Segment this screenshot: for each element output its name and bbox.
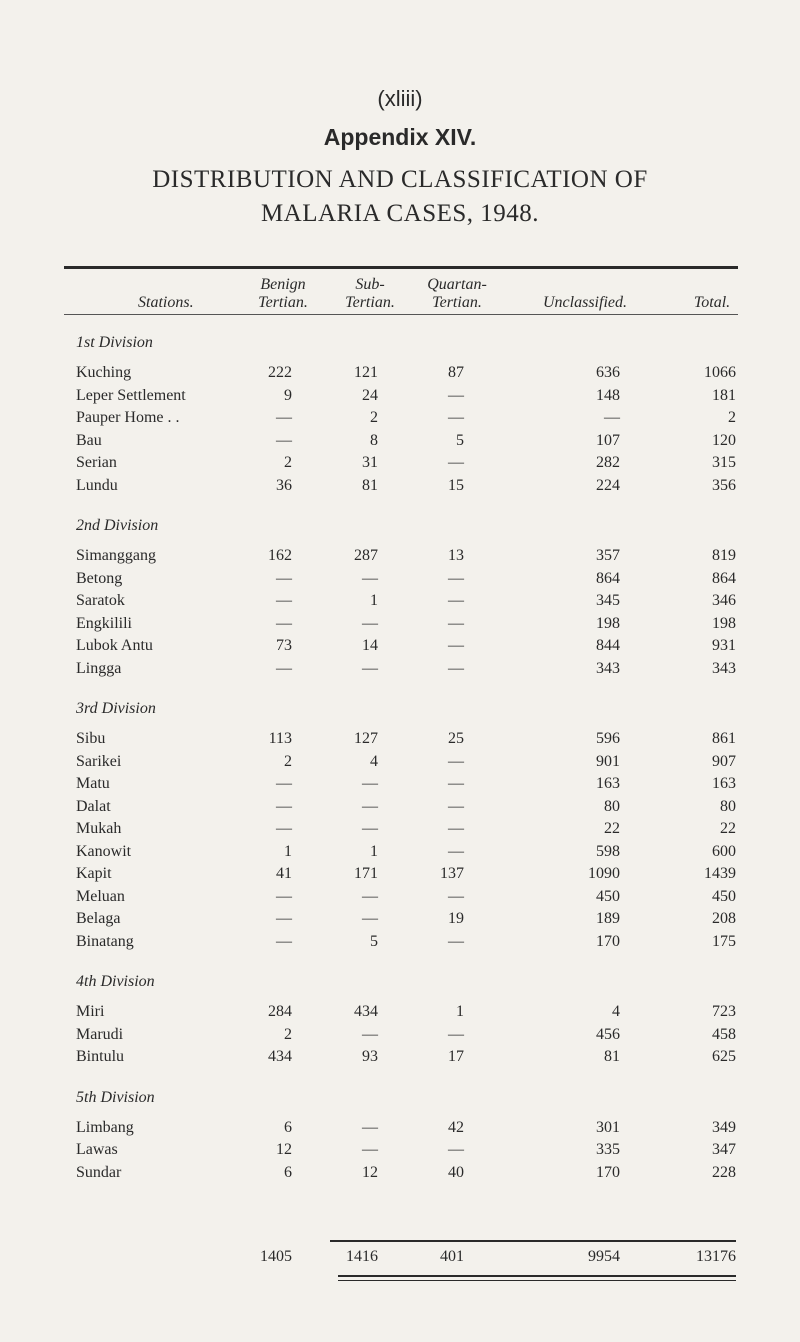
cell-benign-tertian: —	[276, 614, 292, 632]
cell-total: 861	[712, 730, 736, 747]
station-name: Miri	[76, 1003, 105, 1020]
cell-benign-tertian: 6	[284, 1163, 292, 1181]
cell-total: 2	[728, 409, 736, 426]
cell-total: 864	[712, 569, 736, 587]
station-name: Kapit	[76, 865, 112, 882]
cell-unclassified: 456	[596, 1025, 620, 1043]
cell-total: 723	[712, 1003, 736, 1020]
station-name: Sarikei	[76, 752, 122, 770]
cell-unclassified: 282	[596, 454, 620, 471]
cell-total: 356	[712, 476, 736, 494]
cell-benign-tertian: 1	[284, 842, 292, 860]
cell-benign-tertian: —	[276, 910, 292, 927]
cell-unclassified: 636	[596, 364, 620, 381]
cell-unclassified: —	[604, 409, 620, 426]
cell-quartan-tertian: 25	[448, 730, 464, 747]
cell-unclassified: 844	[596, 637, 620, 654]
cell-sub-tertian: 171	[354, 865, 378, 882]
double-rule-top	[338, 1275, 736, 1277]
division-heading: 4th Division	[76, 973, 155, 990]
table-row	[0, 775, 800, 797]
cell-sub-tertian: 121	[354, 364, 378, 381]
cell-benign-tertian: 12	[276, 1141, 292, 1158]
cell-total: 347	[712, 1141, 736, 1158]
table-row	[0, 910, 800, 932]
station-name: Meluan	[76, 887, 125, 905]
cell-unclassified: 1090	[588, 865, 620, 882]
cell-total: 343	[712, 659, 736, 677]
station-name: Saratok	[76, 592, 125, 609]
cell-sub-tertian: —	[362, 797, 378, 815]
cell-quartan-tertian: 42	[448, 1118, 464, 1136]
cell-total: 175	[712, 932, 736, 950]
cell-unclassified: 81	[604, 1048, 620, 1065]
cell-sub-tertian: —	[362, 659, 378, 677]
station-name: Bintulu	[76, 1048, 125, 1065]
cell-benign-tertian: —	[276, 775, 292, 792]
cell-benign-tertian: 41	[276, 865, 292, 882]
station-name: Sibu	[76, 730, 106, 747]
table-row	[0, 364, 800, 386]
station-name: Bau	[76, 431, 102, 449]
table-row	[0, 615, 800, 637]
cell-quartan-tertian: —	[448, 752, 464, 770]
cell-total: 198	[712, 614, 736, 632]
table-row	[0, 454, 800, 476]
cell-sub-tertian: —	[362, 1118, 378, 1136]
cell-quartan-tertian: 1	[456, 1003, 464, 1020]
station-name: Serian	[76, 454, 117, 471]
table-row	[0, 843, 800, 865]
cell-benign-tertian: —	[276, 887, 292, 905]
cell-unclassified: 80	[604, 797, 620, 815]
cell-benign-tertian: —	[276, 409, 292, 426]
table-row	[0, 1003, 800, 1025]
cell-unclassified: 189	[596, 910, 620, 927]
cell-quartan-tertian: —	[448, 932, 464, 950]
cell-total: 315	[712, 454, 736, 471]
cell-total: 907	[712, 752, 736, 770]
cell-unclassified: 148	[596, 386, 620, 404]
cell-total: 931	[712, 637, 736, 654]
cell-quartan-tertian: —	[448, 409, 464, 426]
station-name: Engkilili	[76, 614, 132, 632]
cell-quartan-tertian: 17	[448, 1048, 464, 1065]
cell-total: 819	[712, 547, 736, 564]
station-name: Lawas	[76, 1141, 118, 1158]
header-stations: Stations.	[138, 294, 194, 311]
top-rule	[64, 266, 738, 269]
cell-quartan-tertian: 5	[456, 431, 464, 449]
cell-sub-tertian: —	[362, 1141, 378, 1158]
station-name: Lubok Antu	[76, 637, 153, 654]
cell-quartan-tertian: 137	[440, 865, 464, 882]
cell-unclassified: 596	[596, 730, 620, 747]
cell-sub-tertian: 24	[362, 386, 378, 404]
total-unclassified: 9954	[588, 1248, 620, 1265]
station-name: Lundu	[76, 476, 118, 494]
cell-quartan-tertian: —	[448, 592, 464, 609]
cell-sub-tertian: 12	[362, 1163, 378, 1181]
cell-total: 450	[712, 887, 736, 905]
cell-benign-tertian: —	[276, 569, 292, 587]
cell-sub-tertian: 434	[354, 1003, 378, 1020]
cell-unclassified: 450	[596, 887, 620, 905]
station-name: Kuching	[76, 364, 132, 381]
cell-sub-tertian: 2	[370, 409, 378, 426]
cell-benign-tertian: —	[276, 431, 292, 449]
division-heading: 2nd Division	[76, 517, 159, 534]
cell-quartan-tertian: —	[448, 1025, 464, 1043]
cell-sub-tertian: 1	[370, 842, 378, 860]
totals-rule	[330, 1240, 736, 1242]
cell-benign-tertian: —	[276, 820, 292, 837]
cell-benign-tertian: 9	[284, 386, 292, 404]
station-name: Limbang	[76, 1118, 134, 1136]
cell-benign-tertian: —	[276, 797, 292, 815]
double-rule-bottom	[338, 1280, 736, 1281]
cell-quartan-tertian: —	[448, 386, 464, 404]
table-row	[0, 1119, 800, 1141]
total-benign: 1405	[260, 1248, 292, 1265]
cell-total: 22	[720, 820, 736, 837]
table-row	[0, 1164, 800, 1186]
header-rule	[64, 314, 738, 315]
cell-total: 458	[712, 1025, 736, 1043]
cell-unclassified: 163	[596, 775, 620, 792]
table-row	[0, 592, 800, 614]
cell-unclassified: 198	[596, 614, 620, 632]
totals-row	[0, 1248, 800, 1270]
table-row	[0, 409, 800, 431]
cell-benign-tertian: —	[276, 659, 292, 677]
cell-sub-tertian: —	[362, 614, 378, 632]
table-row	[0, 432, 800, 454]
cell-benign-tertian: 434	[268, 1048, 292, 1065]
cell-unclassified: 107	[596, 431, 620, 449]
cell-unclassified: 343	[596, 659, 620, 677]
table-row	[0, 798, 800, 820]
cell-benign-tertian: —	[276, 932, 292, 950]
cell-benign-tertian: 2	[284, 454, 292, 471]
table-row	[0, 1141, 800, 1163]
division-heading: 5th Division	[76, 1088, 155, 1106]
table-row	[0, 477, 800, 499]
cell-quartan-tertian: 15	[448, 476, 464, 494]
cell-quartan-tertian: —	[448, 454, 464, 471]
cell-sub-tertian: 31	[362, 454, 378, 471]
cell-benign-tertian: 6	[284, 1118, 292, 1136]
station-name: Marudi	[76, 1025, 124, 1043]
cell-benign-tertian: 162	[268, 547, 292, 564]
cell-quartan-tertian: —	[448, 887, 464, 905]
cell-quartan-tertian: —	[448, 797, 464, 815]
cell-benign-tertian: 2	[284, 1025, 292, 1043]
cell-sub-tertian: 5	[370, 932, 378, 950]
cell-total: 1439	[704, 865, 736, 882]
cell-sub-tertian: 81	[362, 476, 378, 494]
total-total: 13176	[696, 1248, 736, 1265]
cell-quartan-tertian: —	[448, 569, 464, 587]
station-name: Belaga	[76, 910, 121, 927]
cell-total: 208	[712, 910, 736, 927]
cell-unclassified: 357	[596, 547, 620, 564]
division-heading: 1st Division	[76, 334, 153, 351]
header-unclassified: Unclassified.	[543, 294, 627, 311]
cell-benign-tertian: 36	[276, 476, 292, 494]
table-row	[0, 820, 800, 842]
cell-benign-tertian: 113	[268, 730, 292, 747]
appendix-heading: Appendix XIV.	[323, 124, 477, 150]
cell-sub-tertian: —	[362, 1025, 378, 1043]
cell-quartan-tertian: —	[448, 659, 464, 677]
table-row	[0, 570, 800, 592]
station-name: Lingga	[76, 659, 122, 677]
division-heading: 3rd Division	[76, 700, 156, 717]
cell-unclassified: 170	[596, 1163, 620, 1181]
cell-quartan-tertian: 40	[448, 1163, 464, 1181]
station-name: Binatang	[76, 932, 134, 950]
cell-sub-tertian: —	[362, 569, 378, 587]
table-row	[0, 753, 800, 775]
cell-sub-tertian: 93	[362, 1048, 378, 1065]
table-row	[0, 730, 800, 752]
cell-quartan-tertian: 87	[448, 364, 464, 381]
cell-total: 349	[712, 1118, 736, 1136]
cell-unclassified: 170	[596, 932, 620, 950]
table-row	[0, 933, 800, 955]
cell-total: 163	[712, 775, 736, 792]
header-sub-tertian: Sub- Tertian.	[345, 276, 395, 311]
cell-quartan-tertian: —	[448, 820, 464, 837]
cell-unclassified: 335	[596, 1141, 620, 1158]
header-total: Total.	[693, 294, 731, 311]
cell-unclassified: 345	[596, 592, 620, 609]
header-benign-tertian: Benign Tertian.	[258, 276, 308, 311]
cell-sub-tertian: —	[362, 887, 378, 905]
cell-benign-tertian: 284	[268, 1003, 292, 1020]
cell-total: 625	[712, 1048, 736, 1065]
cell-quartan-tertian: 13	[448, 547, 464, 564]
cell-unclassified: 864	[596, 569, 620, 587]
cell-quartan-tertian: —	[448, 842, 464, 860]
cell-unclassified: 224	[596, 476, 620, 494]
cell-total: 346	[712, 592, 736, 609]
cell-total: 228	[712, 1163, 736, 1181]
station-name: Kanowit	[76, 842, 132, 860]
total-quartan: 401	[440, 1248, 464, 1265]
cell-total: 181	[712, 386, 736, 404]
cell-benign-tertian: —	[276, 592, 292, 609]
cell-total: 80	[720, 797, 736, 815]
cell-total: 1066	[704, 364, 736, 381]
table-row	[0, 1026, 800, 1048]
station-name: Dalat	[76, 797, 111, 815]
cell-sub-tertian: —	[362, 775, 378, 792]
cell-sub-tertian: 1	[370, 592, 378, 609]
cell-sub-tertian: 14	[362, 637, 378, 654]
cell-sub-tertian: —	[362, 820, 378, 837]
cell-benign-tertian: 222	[268, 364, 292, 381]
cell-sub-tertian: 4	[370, 752, 378, 770]
cell-unclassified: 301	[596, 1118, 620, 1136]
table-row	[0, 1048, 800, 1070]
cell-total: 600	[712, 842, 736, 860]
cell-unclassified: 598	[596, 842, 620, 860]
cell-sub-tertian: 8	[370, 431, 378, 449]
table-title-line2: MALARIA CASES, 1948.	[260, 200, 540, 227]
table-row	[0, 637, 800, 659]
cell-sub-tertian: 127	[354, 730, 378, 747]
header-quartan-tertian: Quartan- Tertian.	[427, 276, 487, 311]
cell-quartan-tertian: —	[448, 614, 464, 632]
cell-sub-tertian: 287	[354, 547, 378, 564]
table-row	[0, 387, 800, 409]
station-name: Leper Settlement	[76, 386, 186, 404]
station-name: Matu	[76, 775, 110, 792]
cell-unclassified: 901	[596, 752, 620, 770]
cell-unclassified: 4	[612, 1003, 620, 1020]
cell-unclassified: 22	[604, 820, 620, 837]
station-name: Betong	[76, 569, 123, 587]
cell-total: 120	[712, 431, 736, 449]
cell-sub-tertian: —	[362, 910, 378, 927]
table-row	[0, 888, 800, 910]
cell-quartan-tertian: 19	[448, 910, 464, 927]
cell-benign-tertian: 2	[284, 752, 292, 770]
total-sub: 1416	[346, 1248, 378, 1265]
station-name: Pauper Home . .	[76, 409, 180, 426]
station-name: Simanggang	[76, 547, 156, 564]
table-row	[0, 865, 800, 887]
cell-quartan-tertian: —	[448, 775, 464, 792]
station-name: Mukah	[76, 820, 122, 837]
cell-quartan-tertian: —	[448, 637, 464, 654]
table-row	[0, 660, 800, 682]
cell-benign-tertian: 73	[276, 637, 292, 654]
station-name: Sundar	[76, 1163, 122, 1181]
page-number: (xliii)	[377, 86, 423, 111]
table-row	[0, 547, 800, 569]
cell-quartan-tertian: —	[448, 1141, 464, 1158]
table-title-line1: DISTRIBUTION AND CLASSIFICATION OF	[152, 166, 648, 193]
